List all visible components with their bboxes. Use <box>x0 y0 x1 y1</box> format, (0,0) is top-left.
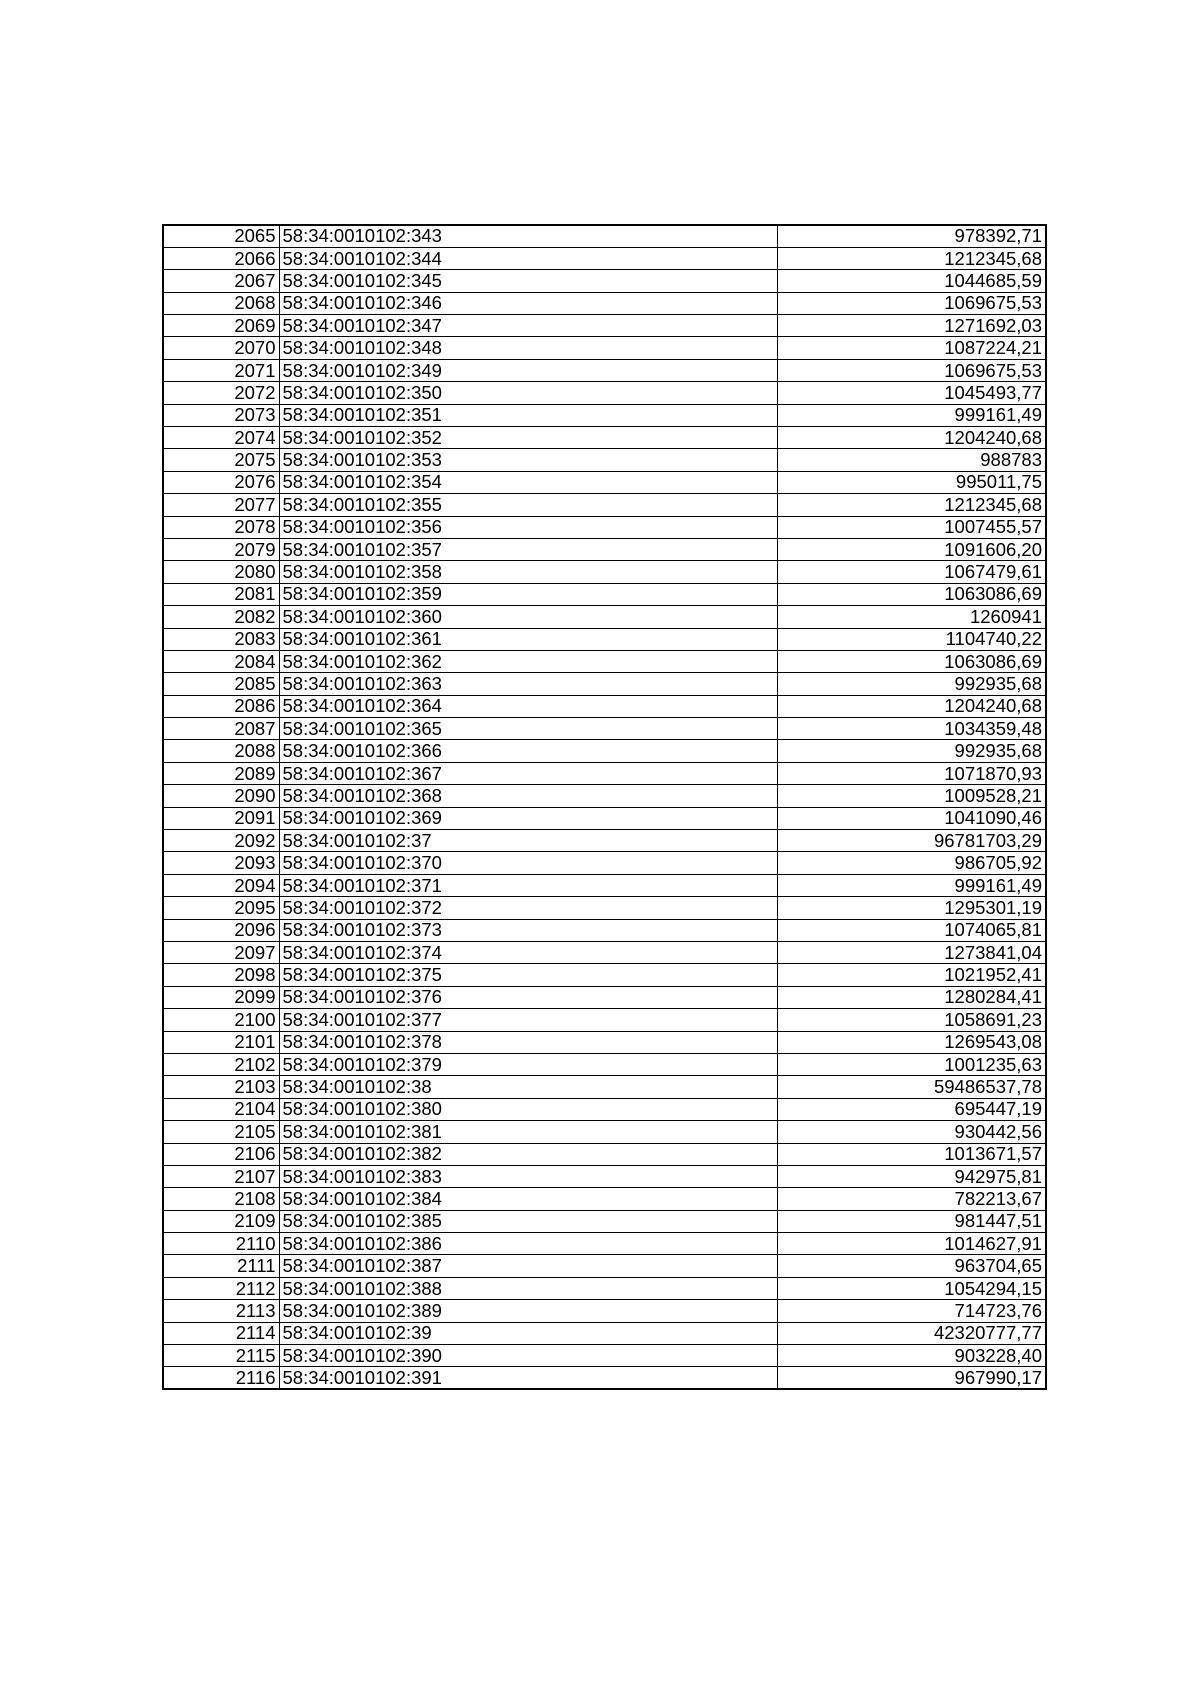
row-number-cell: 2114 <box>163 1322 279 1344</box>
table-row <box>163 1188 1046 1210</box>
cadastral-number-cell: 58:34:0010102:347 <box>279 315 777 337</box>
row-number-cell: 2113 <box>163 1300 279 1322</box>
cadastral-value-cell: 1044685,59 <box>777 270 1046 292</box>
table-row <box>163 942 1046 964</box>
cadastral-number-cell: 58:34:0010102:370 <box>279 852 777 874</box>
cadastral-number-cell: 58:34:0010102:381 <box>279 1121 777 1143</box>
cadastral-number-cell: 58:34:0010102:39 <box>279 1322 777 1344</box>
cadastral-number-cell: 58:34:0010102:385 <box>279 1210 777 1232</box>
cadastral-number-cell: 58:34:0010102:391 <box>279 1367 777 1389</box>
cadastral-number-cell: 58:34:0010102:360 <box>279 606 777 628</box>
row-number-cell: 2112 <box>163 1277 279 1299</box>
cadastral-value-cell: 1087224,21 <box>777 337 1046 359</box>
cadastral-value-cell: 1204240,68 <box>777 427 1046 449</box>
cadastral-number-cell: 58:34:0010102:377 <box>279 1009 777 1031</box>
row-number-cell: 2069 <box>163 315 279 337</box>
cadastral-value-cell: 967990,17 <box>777 1367 1046 1389</box>
table-body <box>163 225 1046 1389</box>
cadastral-number-cell: 58:34:0010102:387 <box>279 1255 777 1277</box>
table-row <box>163 1210 1046 1232</box>
cadastral-value-cell: 1045493,77 <box>777 382 1046 404</box>
row-number-cell: 2116 <box>163 1367 279 1389</box>
cadastral-value-cell: 1280284,41 <box>777 986 1046 1008</box>
cadastral-value-cell: 1001235,63 <box>777 1053 1046 1075</box>
cadastral-number-cell: 58:34:0010102:349 <box>279 359 777 381</box>
row-number-cell: 2100 <box>163 1009 279 1031</box>
cadastral-number-cell: 58:34:0010102:356 <box>279 516 777 538</box>
row-number-cell: 2093 <box>163 852 279 874</box>
cadastral-number-cell: 58:34:0010102:374 <box>279 942 777 964</box>
cadastral-number-cell: 58:34:0010102:361 <box>279 628 777 650</box>
table-row <box>163 471 1046 493</box>
row-number-cell: 2109 <box>163 1210 279 1232</box>
table-row <box>163 270 1046 292</box>
table-row <box>163 852 1046 874</box>
row-number-cell: 2084 <box>163 650 279 672</box>
table-row <box>163 247 1046 269</box>
cadastral-value-cell: 1091606,20 <box>777 538 1046 560</box>
row-number-cell: 2105 <box>163 1121 279 1143</box>
cadastral-number-cell: 58:34:0010102:367 <box>279 762 777 784</box>
cadastral-value-cell: 59486537,78 <box>777 1076 1046 1098</box>
row-number-cell: 2082 <box>163 606 279 628</box>
cadastral-number-cell: 58:34:0010102:365 <box>279 718 777 740</box>
row-number-cell: 2098 <box>163 964 279 986</box>
table-row <box>163 1143 1046 1165</box>
cadastral-number-cell: 58:34:0010102:351 <box>279 404 777 426</box>
cadastral-number-cell: 58:34:0010102:346 <box>279 292 777 314</box>
table-row <box>163 874 1046 896</box>
table-row <box>163 1009 1046 1031</box>
cadastral-number-cell: 58:34:0010102:343 <box>279 225 777 247</box>
row-number-cell: 2083 <box>163 628 279 650</box>
row-number-cell: 2095 <box>163 897 279 919</box>
table-row <box>163 964 1046 986</box>
row-number-cell: 2086 <box>163 695 279 717</box>
row-number-cell: 2089 <box>163 762 279 784</box>
cadastral-value-cell: 1007455,57 <box>777 516 1046 538</box>
cadastral-value-cell: 995011,75 <box>777 471 1046 493</box>
table-row <box>163 650 1046 672</box>
table-row <box>163 516 1046 538</box>
cadastral-number-cell: 58:34:0010102:352 <box>279 427 777 449</box>
table-row <box>163 785 1046 807</box>
cadastral-number-cell: 58:34:0010102:357 <box>279 538 777 560</box>
cadastral-number-cell: 58:34:0010102:353 <box>279 449 777 471</box>
cadastral-number-cell: 58:34:0010102:366 <box>279 740 777 762</box>
table-row <box>163 427 1046 449</box>
row-number-cell: 2097 <box>163 942 279 964</box>
table-row <box>163 1300 1046 1322</box>
table-row <box>163 628 1046 650</box>
table-row <box>163 382 1046 404</box>
row-number-cell: 2094 <box>163 874 279 896</box>
table-row <box>163 494 1046 516</box>
cadastral-value-table <box>162 224 1047 1390</box>
table-row <box>163 1076 1046 1098</box>
cadastral-value-cell: 1212345,68 <box>777 247 1046 269</box>
table-row <box>163 1233 1046 1255</box>
cadastral-value-cell: 1260941 <box>777 606 1046 628</box>
cadastral-number-cell: 58:34:0010102:363 <box>279 673 777 695</box>
cadastral-number-cell: 58:34:0010102:359 <box>279 583 777 605</box>
row-number-cell: 2071 <box>163 359 279 381</box>
cadastral-value-cell: 1063086,69 <box>777 583 1046 605</box>
row-number-cell: 2068 <box>163 292 279 314</box>
cadastral-number-cell: 58:34:0010102:389 <box>279 1300 777 1322</box>
table-row <box>163 1053 1046 1075</box>
table-row <box>163 807 1046 829</box>
cadastral-value-cell: 981447,51 <box>777 1210 1046 1232</box>
cadastral-value-cell: 1014627,91 <box>777 1233 1046 1255</box>
row-number-cell: 2102 <box>163 1053 279 1075</box>
row-number-cell: 2081 <box>163 583 279 605</box>
cadastral-value-cell: 930442,56 <box>777 1121 1046 1143</box>
cadastral-value-cell: 942975,81 <box>777 1165 1046 1187</box>
row-number-cell: 2074 <box>163 427 279 449</box>
cadastral-value-cell: 903228,40 <box>777 1345 1046 1367</box>
cadastral-value-cell: 1269543,08 <box>777 1031 1046 1053</box>
cadastral-number-cell: 58:34:0010102:38 <box>279 1076 777 1098</box>
cadastral-number-cell: 58:34:0010102:355 <box>279 494 777 516</box>
cadastral-number-cell: 58:34:0010102:350 <box>279 382 777 404</box>
table-row <box>163 718 1046 740</box>
row-number-cell: 2077 <box>163 494 279 516</box>
table-row <box>163 1277 1046 1299</box>
table-row <box>163 1255 1046 1277</box>
cadastral-number-cell: 58:34:0010102:388 <box>279 1277 777 1299</box>
cadastral-value-cell: 1212345,68 <box>777 494 1046 516</box>
row-number-cell: 2101 <box>163 1031 279 1053</box>
row-number-cell: 2080 <box>163 561 279 583</box>
table-row <box>163 583 1046 605</box>
cadastral-value-cell: 963704,65 <box>777 1255 1046 1277</box>
table-row <box>163 315 1046 337</box>
cadastral-number-cell: 58:34:0010102:386 <box>279 1233 777 1255</box>
cadastral-value-cell: 978392,71 <box>777 225 1046 247</box>
cadastral-value-cell: 1295301,19 <box>777 897 1046 919</box>
cadastral-value-cell: 782213,67 <box>777 1188 1046 1210</box>
cadastral-value-cell: 1204240,68 <box>777 695 1046 717</box>
cadastral-number-cell: 58:34:0010102:379 <box>279 1053 777 1075</box>
cadastral-value-cell: 1271692,03 <box>777 315 1046 337</box>
cadastral-value-cell: 1021952,41 <box>777 964 1046 986</box>
cadastral-number-cell: 58:34:0010102:37 <box>279 830 777 852</box>
row-number-cell: 2092 <box>163 830 279 852</box>
cadastral-value-cell: 988783 <box>777 449 1046 471</box>
table-row <box>163 740 1046 762</box>
cadastral-number-cell: 58:34:0010102:364 <box>279 695 777 717</box>
cadastral-value-cell: 1074065,81 <box>777 919 1046 941</box>
cadastral-number-cell: 58:34:0010102:369 <box>279 807 777 829</box>
cadastral-value-cell: 1063086,69 <box>777 650 1046 672</box>
row-number-cell: 2108 <box>163 1188 279 1210</box>
cadastral-value-cell: 714723,76 <box>777 1300 1046 1322</box>
cadastral-number-cell: 58:34:0010102:373 <box>279 919 777 941</box>
cadastral-number-cell: 58:34:0010102:362 <box>279 650 777 672</box>
row-number-cell: 2073 <box>163 404 279 426</box>
table-row <box>163 986 1046 1008</box>
cadastral-number-cell: 58:34:0010102:358 <box>279 561 777 583</box>
cadastral-value-cell: 1034359,48 <box>777 718 1046 740</box>
table-row <box>163 919 1046 941</box>
table-row <box>163 1367 1046 1389</box>
row-number-cell: 2107 <box>163 1165 279 1187</box>
cadastral-number-cell: 58:34:0010102:368 <box>279 785 777 807</box>
table-row <box>163 404 1046 426</box>
row-number-cell: 2078 <box>163 516 279 538</box>
row-number-cell: 2067 <box>163 270 279 292</box>
cadastral-number-cell: 58:34:0010102:372 <box>279 897 777 919</box>
cadastral-value-cell: 1013671,57 <box>777 1143 1046 1165</box>
table-row <box>163 606 1046 628</box>
table-row <box>163 1165 1046 1187</box>
cadastral-value-cell: 1054294,15 <box>777 1277 1046 1299</box>
cadastral-value-cell: 1009528,21 <box>777 785 1046 807</box>
cadastral-number-cell: 58:34:0010102:375 <box>279 964 777 986</box>
row-number-cell: 2099 <box>163 986 279 1008</box>
cadastral-value-cell: 1069675,53 <box>777 292 1046 314</box>
cadastral-value-cell: 999161,49 <box>777 404 1046 426</box>
cadastral-value-cell: 1067479,61 <box>777 561 1046 583</box>
cadastral-value-cell: 1071870,93 <box>777 762 1046 784</box>
cadastral-number-cell: 58:34:0010102:384 <box>279 1188 777 1210</box>
cadastral-value-cell: 992935,68 <box>777 673 1046 695</box>
cadastral-value-cell: 1058691,23 <box>777 1009 1046 1031</box>
table-row <box>163 359 1046 381</box>
cadastral-value-cell: 992935,68 <box>777 740 1046 762</box>
cadastral-value-cell: 1041090,46 <box>777 807 1046 829</box>
table-row <box>163 337 1046 359</box>
cadastral-number-cell: 58:34:0010102:345 <box>279 270 777 292</box>
cadastral-value-cell: 695447,19 <box>777 1098 1046 1120</box>
table-row <box>163 695 1046 717</box>
table-row <box>163 897 1046 919</box>
table-row <box>163 449 1046 471</box>
row-number-cell: 2088 <box>163 740 279 762</box>
row-number-cell: 2106 <box>163 1143 279 1165</box>
row-number-cell: 2110 <box>163 1233 279 1255</box>
cadastral-value-cell: 1104740,22 <box>777 628 1046 650</box>
cadastral-value-cell: 1069675,53 <box>777 359 1046 381</box>
row-number-cell: 2104 <box>163 1098 279 1120</box>
table-row <box>163 762 1046 784</box>
table-row <box>163 1098 1046 1120</box>
table-row <box>163 225 1046 247</box>
cadastral-number-cell: 58:34:0010102:383 <box>279 1165 777 1187</box>
cadastral-number-cell: 58:34:0010102:390 <box>279 1345 777 1367</box>
cadastral-number-cell: 58:34:0010102:371 <box>279 874 777 896</box>
cadastral-number-cell: 58:34:0010102:382 <box>279 1143 777 1165</box>
cadastral-number-cell: 58:34:0010102:380 <box>279 1098 777 1120</box>
cadastral-value-cell: 986705,92 <box>777 852 1046 874</box>
row-number-cell: 2103 <box>163 1076 279 1098</box>
row-number-cell: 2079 <box>163 538 279 560</box>
row-number-cell: 2066 <box>163 247 279 269</box>
cadastral-number-cell: 58:34:0010102:376 <box>279 986 777 1008</box>
row-number-cell: 2115 <box>163 1345 279 1367</box>
table-row <box>163 292 1046 314</box>
row-number-cell: 2087 <box>163 718 279 740</box>
table-row <box>163 538 1046 560</box>
row-number-cell: 2070 <box>163 337 279 359</box>
row-number-cell: 2096 <box>163 919 279 941</box>
row-number-cell: 2091 <box>163 807 279 829</box>
cadastral-value-cell: 1273841,04 <box>777 942 1046 964</box>
table-row <box>163 673 1046 695</box>
cadastral-number-cell: 58:34:0010102:378 <box>279 1031 777 1053</box>
cadastral-value-cell: 999161,49 <box>777 874 1046 896</box>
table-row <box>163 1031 1046 1053</box>
row-number-cell: 2065 <box>163 225 279 247</box>
row-number-cell: 2085 <box>163 673 279 695</box>
table-row <box>163 561 1046 583</box>
row-number-cell: 2076 <box>163 471 279 493</box>
table-row <box>163 830 1046 852</box>
cadastral-number-cell: 58:34:0010102:348 <box>279 337 777 359</box>
row-number-cell: 2072 <box>163 382 279 404</box>
cadastral-number-cell: 58:34:0010102:354 <box>279 471 777 493</box>
cadastral-value-cell: 42320777,77 <box>777 1322 1046 1344</box>
table-row <box>163 1121 1046 1143</box>
cadastral-number-cell: 58:34:0010102:344 <box>279 247 777 269</box>
table-row <box>163 1345 1046 1367</box>
row-number-cell: 2090 <box>163 785 279 807</box>
row-number-cell: 2075 <box>163 449 279 471</box>
cadastral-value-cell: 96781703,29 <box>777 830 1046 852</box>
row-number-cell: 2111 <box>163 1255 279 1277</box>
table-row <box>163 1322 1046 1344</box>
